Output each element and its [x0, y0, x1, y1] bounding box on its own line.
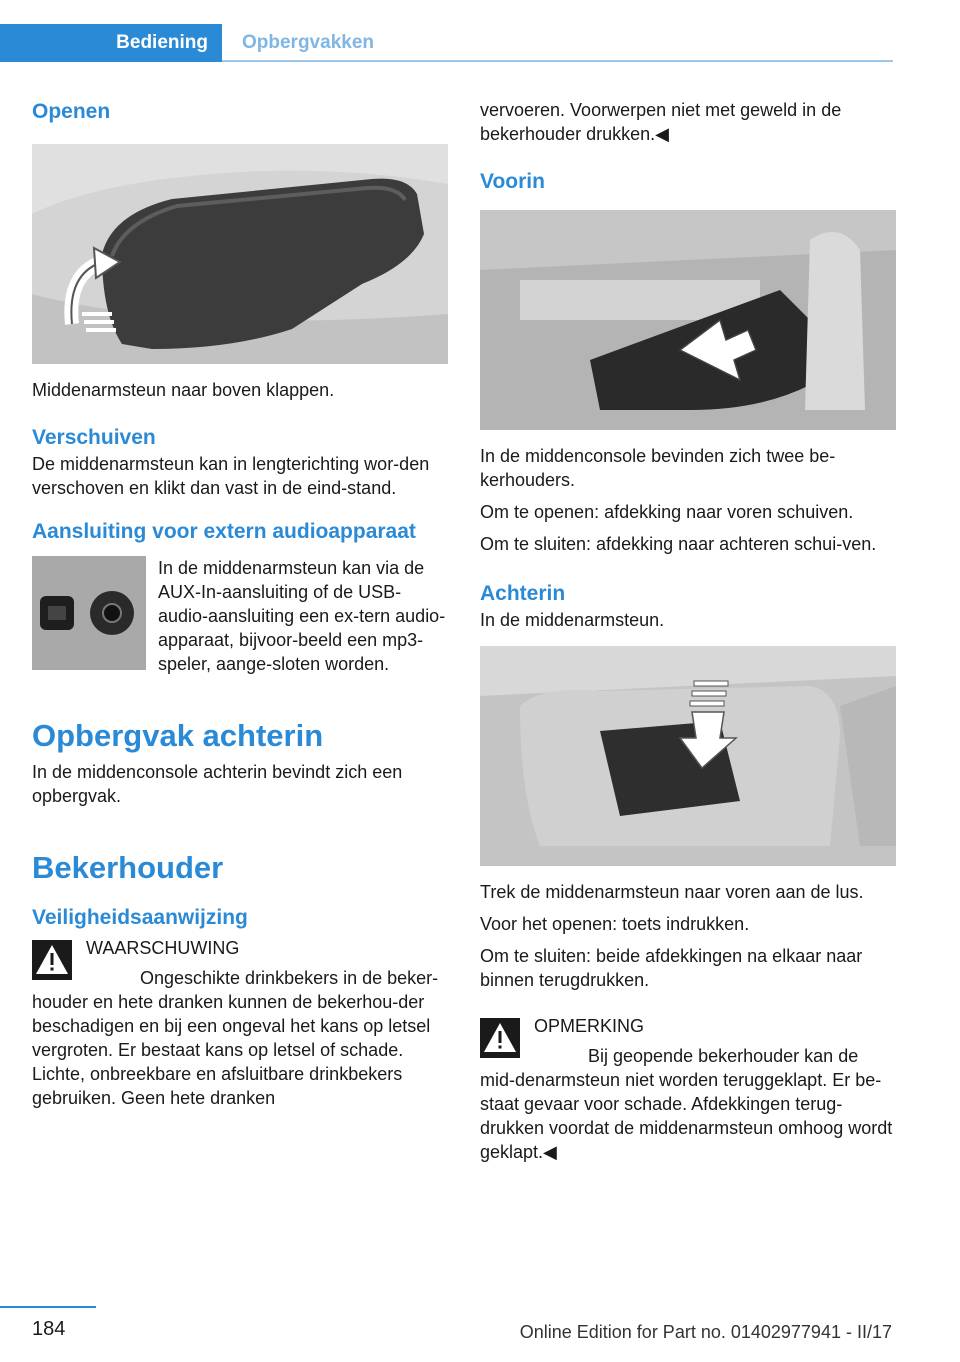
note-box [480, 1014, 896, 1164]
aux-heading: Aansluiting voor extern audioapparaat [32, 520, 416, 543]
voorin-p2: Om te openen: afdekking naar voren schuiven. [480, 502, 854, 522]
warning-text: Ongeschikte drinkbekers in de beker-houder en hete dranken kunnen de bekerhou-der beschadigen en bij een ongeval het kans op letsel vergroten. Er bestaat kans op letsel of schade. Lichte, onbreekbare en afsluitbare drinkbekers gebruiken. Geen hete dranken [32, 968, 439, 1108]
page-number: 184 [32, 1318, 66, 1340]
chapter-tabbar [0, 24, 893, 62]
rear-cupholder-photo [480, 646, 896, 866]
achterin-p2: Voor het openen: toets indrukken. [480, 914, 750, 934]
achterin-heading: Achterin [480, 582, 566, 605]
header-rule [222, 60, 893, 62]
warning-box [32, 936, 448, 1110]
openen-caption: Middenarmsteun naar boven klappen. [32, 380, 335, 400]
warning-triangle-icon [480, 1018, 520, 1058]
opbergvak-text: In de middenconsole achterin bevindt zich een opbergvak. [32, 762, 403, 806]
footer-rule [0, 1306, 96, 1308]
note-title: OPMERKING [534, 1016, 645, 1036]
voorin-heading: Voorin [480, 170, 545, 193]
achterin-p1: Trek de middenarmsteun naar voren aan de lus. [480, 882, 864, 902]
openen-heading: Openen [32, 100, 111, 123]
voorin-p1: In de middenconsole bevinden zich twee be-kerhouders. [480, 446, 836, 490]
continued-text: vervoeren. Voorwerpen niet met geweld in de bekerhouder drukken.◀ [480, 100, 842, 144]
achterin-sub: In de middenarmsteun. [480, 610, 665, 630]
tab-opbergvakken[interactable]: Opbergvakken [242, 32, 374, 53]
voorin-p3: Om te sluiten: afdekking naar achteren schui-ven. [480, 534, 877, 554]
note-text: Bij geopende bekerhouder kan de mid-denarmsteun niet worden teruggeklapt. Er be-staat gevaar voor schade. Afdekkingen terug-drukken voordat de middenarmsteun omhoog wordt geklapt.◀ [480, 1046, 893, 1162]
verschuiven-heading: Verschuiven [32, 426, 156, 449]
left-column [32, 98, 448, 1110]
tab-bediening[interactable]: Bediening [0, 24, 222, 62]
warning-title: WAARSCHUWING [86, 938, 240, 958]
warning-triangle-icon [32, 940, 72, 980]
veiligheid-heading: Veiligheidsaanwijzing [32, 906, 248, 929]
aux-text: In de middenarmsteun kan via de AUX-In-aansluiting of de USB-audio-aansluiting een ex-tern audio-apparaat, bijvoor-beeld een mp3-speler, aange-sloten worden. [158, 558, 446, 674]
achterin-p3: Om te sluiten: beide afdekkingen na elkaar naar binnen terugdrukken. [480, 946, 863, 990]
verschuiven-text: De middenarmsteun kan in lengterichting wor-den verschoven en klikt dan vast in de eind-stand. [32, 454, 430, 498]
opbergvak-heading: Opbergvak achterin [32, 718, 324, 753]
aux-usb-port-photo [32, 556, 146, 670]
bekerhouder-heading: Bekerhouder [32, 850, 224, 885]
aux-block [32, 556, 448, 676]
right-column [480, 98, 896, 1164]
edition-text: Online Edition for Part no. 01402977941 - II/17 [519, 1322, 892, 1342]
armrest-open-photo [32, 144, 448, 364]
front-cupholder-photo [480, 210, 896, 430]
